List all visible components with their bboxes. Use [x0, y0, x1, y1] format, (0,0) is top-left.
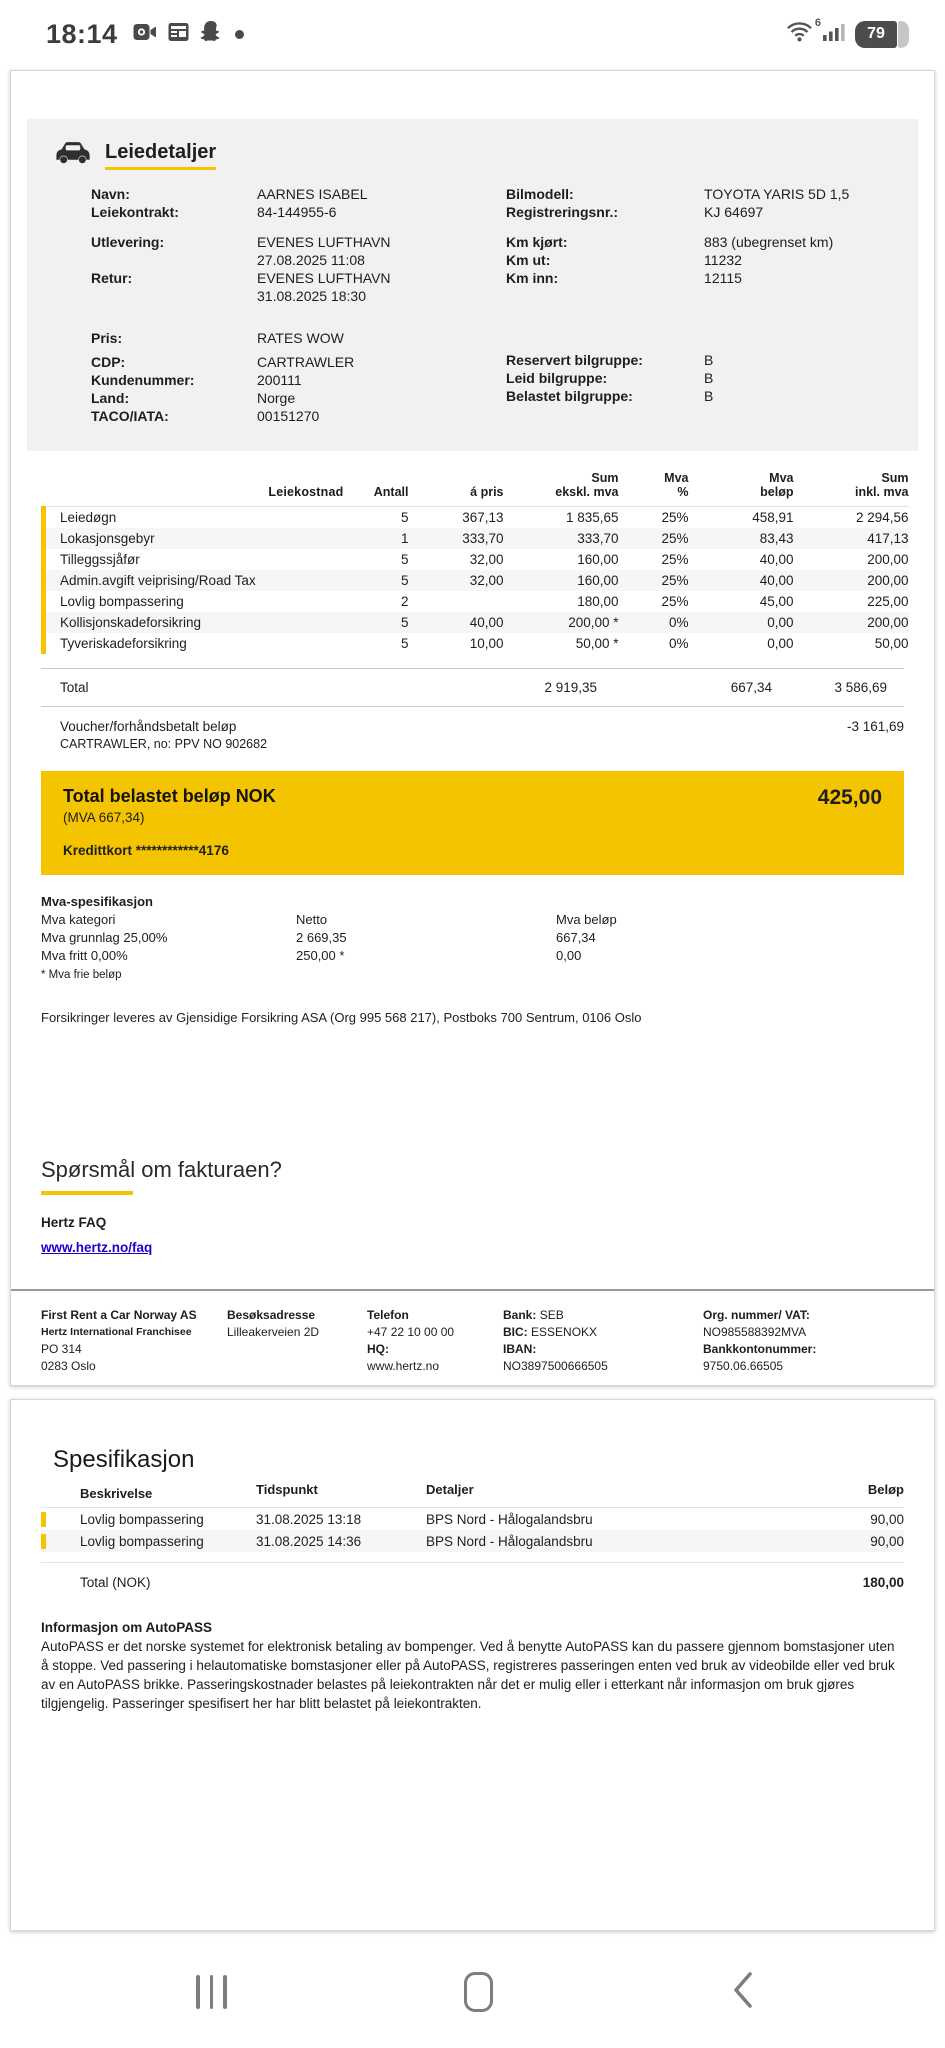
field-navn [91, 185, 506, 203]
vat-specification [11, 893, 934, 984]
total-charged-amount: 425,00 [817, 786, 882, 809]
col-header-sum-ekskl: Sum ekskl. mva [555, 471, 619, 499]
android-nav-bar [0, 1950, 945, 2034]
amount-header: Beløp [867, 1482, 904, 1497]
faq-section [11, 1157, 934, 1257]
vat-net: 250,00 * [296, 948, 345, 963]
field-leid-bilgruppe [506, 369, 892, 387]
col-header-sum-inkl: Sum inkl. mva [855, 471, 909, 499]
field-taco-iata [91, 407, 506, 425]
table-row [41, 1508, 904, 1530]
total-charged-box [41, 771, 904, 875]
wifi-generation-label: 6 [814, 17, 821, 29]
table-row: Tilleggssjåfør 5 32,00 160,00 25% 40,00 200,00 [44, 549, 909, 570]
faq-underline [41, 1191, 133, 1195]
phone-label: Telefon [367, 1308, 409, 1322]
bic-label: BIC: [503, 1325, 528, 1339]
toll-amount: 90,00 [870, 1511, 904, 1527]
autopass-info [41, 1618, 904, 1713]
cost-section [11, 471, 934, 765]
bic-value: ESSENOKX [531, 1325, 598, 1339]
field-label: Bilmodell: [506, 186, 574, 202]
insurance-note: Forsikringer leveres av Gjensidige Forsikring ASA (Org 995 568 217), Postboks 700 Sentrum, 0106 Oslo [41, 1010, 642, 1025]
cost-table [41, 471, 909, 654]
table-row: Lokasjonsgebyr 1 333,70 333,70 25% 83,43 417,13 [44, 528, 909, 549]
org-number-label: Org. nummer/ VAT: [703, 1308, 810, 1322]
table-row [41, 1530, 904, 1552]
vat-footnote: * Mva frie beløp [41, 969, 122, 981]
specification-card [10, 1399, 935, 1931]
field-label: Leiekontrakt: [91, 204, 179, 220]
table-row: Admin.avgift veiprising/Road Tax 5 32,00 160,00 25% 40,00 200,00 [44, 570, 909, 591]
field-value: B [704, 370, 714, 386]
bank-value: SEB [539, 1308, 564, 1322]
vat-category: Mva grunnlag 25,00% [41, 930, 168, 945]
col-header-mva-belop: Mva beløp [760, 471, 794, 499]
field-value: 27.08.2025 11:08 [257, 252, 365, 268]
snapchat-icon [200, 20, 222, 49]
field-label: Belastet bilgruppe: [506, 388, 633, 404]
vat-spec-row [41, 929, 904, 947]
battery-tip [898, 21, 909, 48]
field-label: Utlevering: [91, 234, 165, 250]
details-header: Detaljer [426, 1482, 474, 1497]
field-value: 12115 [704, 270, 742, 286]
field-belastet-bilgruppe [506, 387, 892, 405]
toll-amount: 90,00 [870, 1533, 904, 1549]
desc-header: Beskrivelse [80, 1486, 153, 1501]
invoice-footer [11, 1289, 934, 1375]
company-city: 0283 Oslo [41, 1359, 96, 1373]
field-value: B [704, 388, 714, 404]
field-label: Kundenummer: [91, 372, 195, 388]
field-value: EVENES LUFTHAVN [257, 270, 391, 286]
total-charged-mva-note: (MVA 667,34) [63, 810, 145, 825]
vat-category-header: Mva kategori [41, 912, 116, 927]
rental-details-title: Leiedetaljer [105, 141, 216, 170]
autopass-title: Informasjon om AutoPASS [41, 1620, 213, 1635]
voucher-row [41, 707, 904, 765]
field-kundenummer [91, 371, 506, 389]
spec-total-amount: 180,00 [862, 1575, 904, 1590]
spec-total-label: Total (NOK) [80, 1575, 151, 1590]
field-km-inn [506, 269, 892, 287]
field-label: Registreringsnr.: [506, 204, 619, 220]
toll-timestamp: 31.08.2025 13:18 [256, 1511, 362, 1527]
car-icon [53, 139, 93, 171]
status-bar [0, 0, 945, 62]
total-inkl-mva: 3 586,69 [834, 680, 887, 695]
field-leiekontrakt [91, 203, 506, 221]
table-row: Kollisjonskadeforsikring 5 40,00 200,00 * 0% 0,00 200,00 [44, 612, 909, 633]
total-ekskl-mva: 2 919,35 [544, 680, 597, 695]
video-icon [133, 23, 157, 46]
vat-amount: 667,34 [556, 930, 596, 945]
field-regnr [506, 203, 892, 221]
total-charged-title: Total belastet beløp NOK [63, 786, 276, 806]
field-land [91, 389, 506, 407]
field-label: Leid bilgruppe: [506, 370, 608, 386]
field-bilmodell [506, 185, 892, 203]
field-label: Reservert bilgruppe: [506, 352, 643, 368]
field-label: CDP: [91, 354, 126, 370]
vat-spec-title: Mva-spesifikasjon [41, 894, 153, 909]
wifi-icon [786, 17, 821, 47]
field-utlevering-tid [91, 251, 506, 269]
company-name: First Rent a Car Norway AS [41, 1308, 197, 1322]
bank-row [503, 1307, 703, 1324]
toll-description: Lovlig bompassering [41, 1534, 256, 1549]
visit-address-label: Besøksadresse [227, 1308, 316, 1322]
total-mva-belop: 667,34 [730, 680, 772, 695]
field-cdp [91, 353, 506, 371]
col-header-apris: á pris [470, 485, 504, 499]
field-value: AARNES ISABEL [257, 186, 368, 202]
iban-value: NO3897500666505 [503, 1359, 608, 1373]
notification-dot [235, 30, 244, 39]
field-value: 84-144955-6 [257, 204, 337, 220]
website: www.hertz.no [367, 1359, 440, 1373]
toll-description: Lovlig bompassering [41, 1512, 256, 1527]
vat-net: 2 669,35 [296, 930, 347, 945]
bank-label: Bank: [503, 1308, 537, 1322]
field-label: Km kjørt: [506, 234, 568, 250]
field-value: TOYOTA YARIS 5D 1,5 [704, 186, 850, 202]
field-label: TACO/IATA: [91, 408, 169, 424]
toll-timestamp: 31.08.2025 14:36 [256, 1533, 362, 1549]
voucher-reference: CARTRAWLER, no: PPV NO 902682 [60, 737, 268, 751]
time-header: Tidspunkt [256, 1482, 318, 1497]
col-header-antall: Antall [373, 485, 409, 499]
field-reservert-bilgruppe [506, 351, 892, 369]
vat-amount-header: Mva beløp [556, 912, 617, 927]
table-row: Tyveriskadeforsikring 5 10,00 50,00 * 0% 0,00 50,00 [44, 633, 909, 654]
vat-category: Mva fritt 0,00% [41, 948, 128, 963]
iban-label: IBAN: [503, 1342, 537, 1356]
field-label: Pris: [91, 330, 123, 346]
vat-amount: 0,00 [556, 948, 582, 963]
home-icon[interactable] [464, 1972, 493, 2012]
toll-details: BPS Nord - Hålogalandsbru [426, 1511, 593, 1527]
recents-icon[interactable] [196, 1975, 227, 2009]
vat-net-header: Netto [296, 912, 328, 927]
field-label: Retur: [91, 270, 133, 286]
toll-details: BPS Nord - Hålogalandsbru [426, 1533, 593, 1549]
calendar-icon [168, 22, 189, 47]
org-number: NO985588392MVA [703, 1325, 807, 1339]
specification-title: Spesifikasjon [53, 1446, 195, 1473]
field-retur [91, 269, 506, 287]
faq-link[interactable]: www.hertz.no/faq [41, 1240, 153, 1255]
franchise-line: Hertz International Franchisee [41, 1326, 192, 1338]
field-label: Km ut: [506, 252, 551, 268]
back-icon[interactable] [731, 1971, 755, 2014]
autopass-text: AutoPASS er det norske systemet for elektronisk betaling av bompenger. Ved å benytte AutoPASS kan du passere gjennom bomstasjoner uten å stoppe. Ved passering i helautomatiske bomstasjoner eller på AutoPASS, registreres passeringen enten ved bruk av videobilde eller ved bruk av en AutoPASS brikke. Passeringskostnader belastes på leiekontrakten når det er mulig eller i etterkant når informasjon om bruk gjøres tilgjengelig. Passeringer spesifisert her har blitt belastet på leiekontrakten. [41, 1639, 895, 1711]
vat-spec-header-row [41, 911, 904, 929]
account-number: 9750.06.66505 [703, 1359, 784, 1373]
field-label: Land: [91, 390, 130, 406]
phone-number: +47 22 10 00 00 [367, 1325, 455, 1339]
field-value: Norge [257, 390, 296, 406]
invoice-card [10, 70, 935, 1386]
cost-total-row [41, 668, 904, 707]
battery-percent: 79 [855, 21, 897, 48]
field-value: EVENES LUFTHAVN [257, 234, 391, 250]
col-header-mva-pct: Mva % [664, 471, 689, 499]
field-pris [91, 329, 506, 347]
credit-card-number: Kredittkort ************4176 [63, 843, 229, 858]
bic-row [503, 1324, 703, 1341]
faq-subheading: Hertz FAQ [41, 1215, 107, 1230]
field-retur-tid [91, 287, 506, 305]
field-value: 11232 [704, 252, 742, 268]
vat-spec-row [41, 947, 904, 965]
total-label: Total [60, 680, 89, 695]
field-label: Km inn: [506, 270, 559, 286]
field-km-ut [506, 251, 892, 269]
rental-details-panel [27, 119, 918, 451]
field-km-kjort [506, 233, 892, 251]
account-number-label: Bankkontonummer: [703, 1342, 817, 1356]
field-label [91, 251, 257, 269]
cost-table-title: Leiekostnad [268, 485, 344, 499]
battery-indicator [855, 21, 909, 48]
field-value: B [704, 352, 714, 368]
field-value: KJ 64697 [704, 204, 764, 220]
hq-label: HQ: [367, 1342, 389, 1356]
po-box: PO 314 [41, 1342, 82, 1356]
field-value: 00151270 [257, 408, 320, 424]
field-label [91, 287, 257, 305]
specification-header-row [41, 1482, 904, 1508]
field-value: 200111 [257, 372, 302, 388]
table-row: Lovlig bompassering 2 180,00 25% 45,00 225,00 [44, 591, 909, 612]
signal-icon [823, 22, 847, 47]
voucher-amount: -3 161,69 [846, 719, 904, 734]
field-label: Navn: [91, 186, 130, 202]
field-value: CARTRAWLER [257, 354, 355, 370]
field-utlevering [91, 233, 506, 251]
voucher-label: Voucher/forhåndsbetalt beløp [60, 719, 237, 734]
specification-total-row [41, 1562, 904, 1590]
faq-heading: Spørsmål om fakturaen? [41, 1157, 282, 1182]
clock: 18:14 [46, 18, 118, 49]
field-value: 31.08.2025 18:30 [257, 288, 366, 304]
table-row: Leiedøgn 5 367,13 1 835,65 25% 458,91 2 294,56 [44, 507, 909, 529]
visit-address: Lilleakerveien 2D [227, 1325, 320, 1339]
field-value: RATES WOW [257, 330, 344, 346]
field-value: 883 (ubegrenset km) [704, 234, 834, 250]
